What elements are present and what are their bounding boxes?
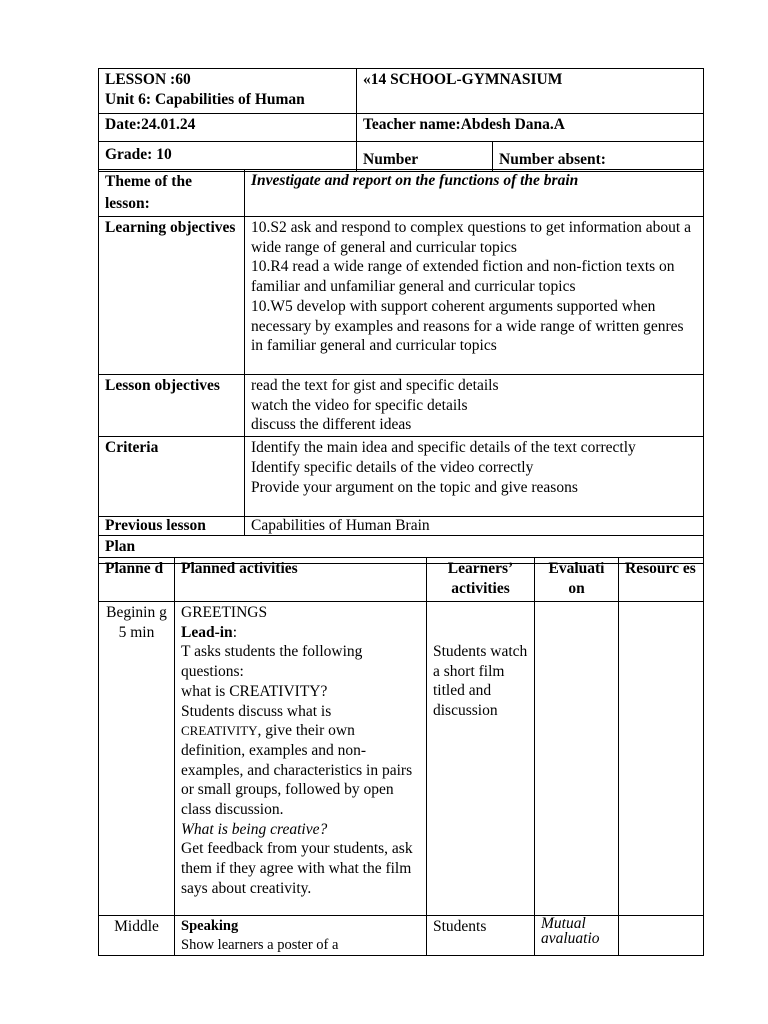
activity-question: What is being creative? [181, 820, 328, 838]
unit-title: Unit 6: Capabilities of Human [105, 90, 305, 108]
grade: Grade: 10 [99, 142, 357, 172]
school-name: «14 SCHOOL-GYMNASIUM [357, 69, 704, 114]
lesson-number: LESSON :60 [105, 71, 191, 88]
objectives-table [98, 169, 704, 564]
activities-middle [175, 916, 427, 956]
lesson-unit-cell [99, 69, 357, 114]
teacher-name: Teacher name:Abdesh Dana.A [357, 114, 704, 142]
lesson-objectives-value: read the text for gist and specific details watch the video for specific details discuss the different ideas [245, 375, 704, 437]
evaluation-beginning [535, 602, 619, 916]
number-label: Number [357, 142, 493, 172]
learning-objectives-label: Learning objectives [99, 217, 245, 375]
learning-objectives-value: 10.S2 ask and respond to complex questions to get information about a wide range of general and curricular topics 10.R4 read a wide range of extended fiction and non-fiction texts on familiar and unfamiliar general and curricular topics 10.W5 develop with support coherent arguments supported when necessary by examples and reasons for a wide range of written genres in familiar general and curricular topics [245, 217, 704, 375]
evaluation-middle: Mutual avaluatio [535, 916, 619, 956]
evaluation-header: Evaluati on [535, 558, 619, 602]
learners-middle: Students [427, 916, 535, 956]
previous-lesson-label: Previous lesson [99, 517, 245, 536]
planned-header: Planne d [99, 558, 175, 602]
learners-beginning: Students watch a short film titled and discussion [427, 602, 535, 916]
middle-activity-text: Show learners a poster of a [181, 936, 339, 953]
activities-header: Planned activities [175, 558, 427, 602]
criteria-label: Criteria [99, 437, 245, 517]
stage-middle: Middle [99, 916, 175, 956]
table-row [99, 602, 704, 916]
lesson-objectives-label: Lesson objectives [99, 375, 245, 437]
activity-text-1: T asks students the following questions: what is CREATIVITY? Students discuss what is [181, 643, 363, 720]
number-absent-label: Number absent: [493, 142, 704, 172]
resources-beginning [619, 602, 704, 916]
previous-lesson-value: Capabilities of Human Brain [245, 517, 704, 536]
plan-title: Plan [99, 536, 704, 564]
theme-label: Theme of the lesson: [99, 170, 245, 217]
resources-middle [619, 916, 704, 956]
plan-table [98, 557, 704, 956]
lesson-date: Date:24.01.24 [99, 114, 357, 142]
leadin-colon: : [232, 623, 237, 641]
table-row [99, 916, 704, 956]
header-table [98, 68, 704, 172]
learners-header: Learners’ activities [427, 558, 535, 602]
speaking-heading: Speaking [181, 918, 239, 934]
greetings-text: GREETINGS [181, 604, 268, 621]
activities-beginning [175, 602, 427, 916]
activity-text-2: , give their own definition, examples and non-examples, and characteristics in pairs or small groups, followed by open class discussion. [181, 722, 413, 819]
resources-header: Resourc es [619, 558, 704, 602]
activity-text-3: Get feedback from your students, ask them if they agree with what the film says about creativity. [181, 840, 413, 897]
theme-value: Investigate and report on the functions of the brain [245, 170, 704, 217]
stage-beginning: Beginin g 5 min [99, 602, 175, 916]
creativity-word: CREATIVITY [181, 723, 258, 739]
leadin-heading: Lead-in [181, 623, 233, 641]
criteria-value: Identify the main idea and specific details of the text correctly Identify specific details of the video correctly Provide your argument on the topic and give reasons [245, 437, 704, 517]
